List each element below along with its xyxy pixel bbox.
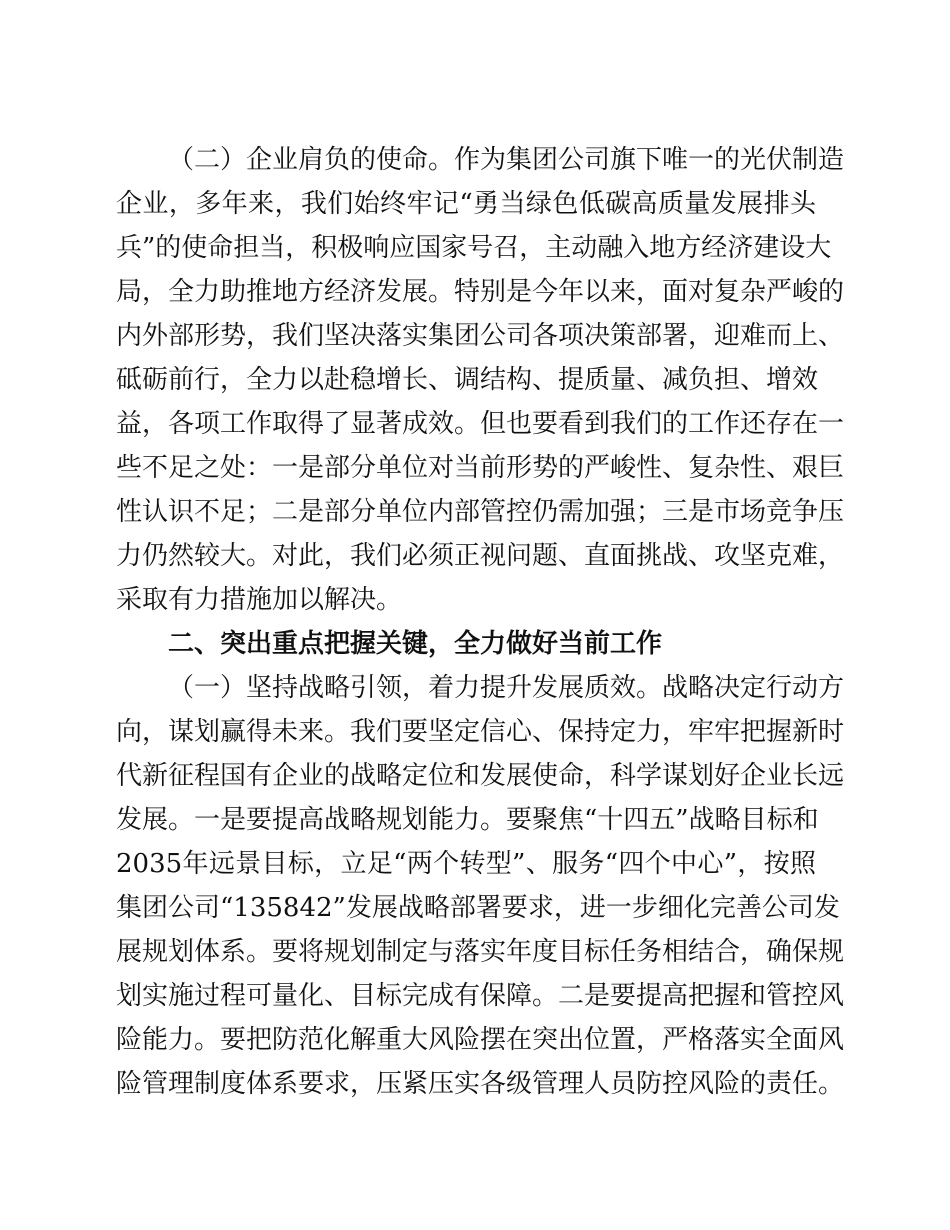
- paragraph-line: 代新征程国有企业的战略定位和发展使命，科学谋划好企业长远: [116, 761, 845, 791]
- paragraph-line: （一）坚持战略引领，着力提升发展质效。战略决定行动方: [168, 673, 845, 703]
- paragraph-line: 向，谋划赢得未来。我们要坚定信心、保持定力，牢牢把握新时: [116, 717, 845, 747]
- paragraph-line: 展规划体系。要将规划制定与落实年度目标任务相结合，确保规: [116, 937, 845, 967]
- paragraph-line: （二）企业肩负的使命。作为集团公司旗下唯一的光伏制造: [168, 145, 845, 175]
- paragraph-line: 性认识不足；二是部分单位内部管控仍需加强；三是市场竞争压: [116, 497, 845, 527]
- paragraph-line: 力仍然较大。对此，我们必须正视问题、直面挑战、攻坚克难，: [116, 541, 845, 571]
- paragraph-line: 内外部形势，我们坚决落实集团公司各项决策部署，迎难而上、: [116, 321, 845, 351]
- paragraph-line: 益，各项工作取得了显著成效。但也要看到我们的工作还存在一: [116, 409, 845, 439]
- paragraph-line: 划实施过程可量化、目标完成有保障。二是要提高把握和管控风: [116, 981, 845, 1011]
- paragraph-line: 局，全力助推地方经济发展。特别是今年以来，面对复杂严峻的: [116, 277, 845, 307]
- paragraph-line: 2035年远景目标，立足“两个转型”、服务“四个中心”，按照: [116, 849, 816, 879]
- paragraph-line: 险管理制度体系要求，压紧压实各级管理人员防控风险的责任。: [116, 1069, 845, 1099]
- paragraph-line: 些不足之处：一是部分单位对当前形势的严峻性、复杂性、艰巨: [116, 453, 845, 483]
- paragraph-line: 兵”的使命担当，积极响应国家号召，主动融入地方经济建设大: [116, 233, 832, 263]
- paragraph-line: 采取有力措施加以解决。: [116, 585, 403, 615]
- paragraph-line: 企业，多年来，我们始终牢记“勇当绿色低碳高质量发展排头: [116, 189, 816, 219]
- paragraph-line: 险能力。要把防范化解重大风险摆在突出位置，严格落实全面风: [116, 1025, 845, 1055]
- paragraph-line: 发展。一是要提高战略规划能力。要聚焦“十四五”战略目标和: [116, 805, 819, 835]
- section-heading: 二、突出重点把握关键，全力做好当前工作: [168, 629, 663, 659]
- paragraph-line: 集团公司“135842”发展战略部署要求，进一步细化完善公司发: [116, 893, 840, 923]
- paragraph-line: 砥砺前行，全力以赴稳增长、调结构、提质量、减负担、增效: [116, 365, 819, 395]
